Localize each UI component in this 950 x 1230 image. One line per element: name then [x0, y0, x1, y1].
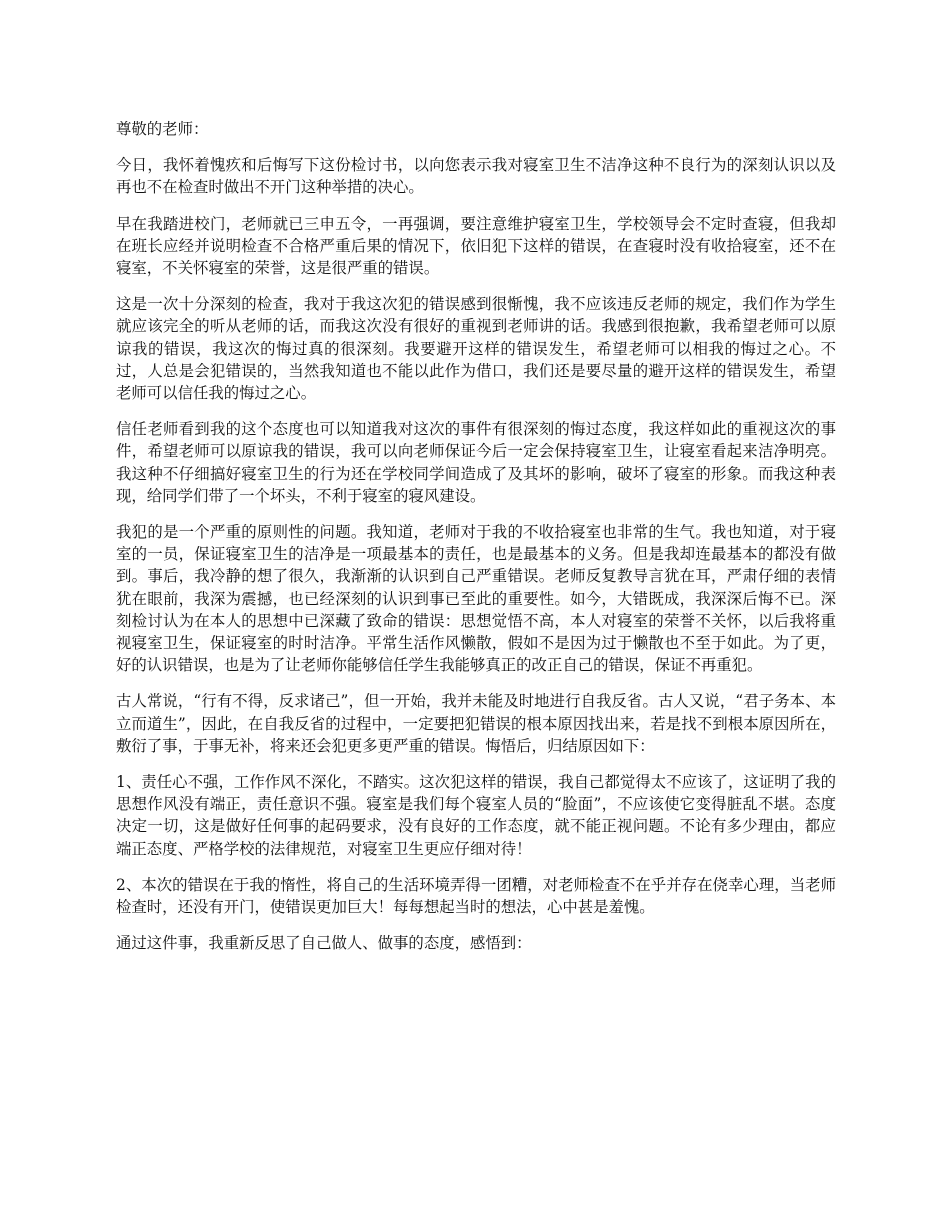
paragraph-4: 信任老师看到我的这个态度也可以知道我对这次的事件有很深刻的悔过态度，我这样如此的重视这次的事件，希望老师可以原谅我的错误，我可以向老师保证今后一定会保持寝室卫生，让寝室看起来洁净明亮。我这种不仔细搞好寝室卫生的行为还在学校同学间造成了及其坏的影响，破坏了寝室的形象。而我这种表现，给同学们带了一个坏头，不利于寝室的寝风建设。 — [116, 420, 836, 505]
paragraph-2: 早在我踏进校门，老师就已三申五令，一再强调，要注意维护寝室卫生，学校领导会不定时查寝，但我却在班长应经并说明检查不合格严重后果的情况下，依旧犯下这样的错误，在查寝时没有收拾寝室，还不在寝室，不关怀寝室的荣誉，这是很严重的错误。 — [116, 214, 836, 278]
paragraph-5: 我犯的是一个严重的原则性的问题。我知道，老师对于我的不收拾寝室也非常的生气。我也知道，对于寝室的一员，保证寝室卫生的洁净是一项最基本的责任，也是最基本的义务。但是我却连最基本的都没有做到。事后，我冷静的想了很久，我渐渐的认识到自己严重错误。老师反复教导言犹在耳，严肃仔细的表情犹在眼前，我深为震撼，也已经深刻的认识到事已至此的重要性。如今，大错既成，我深深后悔不已。深刻检讨认为在本人的思想中已深藏了致命的错误：思想觉悟不高，本人对寝室的荣誉不关怀，以后我将重视寝室卫生，保证寝室的时时洁净。平常生活作风懒散，假如不是因为过于懒散也不至于如此。为了更，好的认识错误，也是为了让老师你能够信任学生我能够真正的改正自己的错误，保证不再重犯。 — [116, 523, 836, 675]
salutation: 尊敬的老师： — [116, 120, 209, 138]
paragraph-3: 这是一次十分深刻的检查，我对于我这次犯的错误感到很惭愧，我不应该违反老师的规定，我们作为学生就应该完全的听从老师的话，而我这次没有很好的重视到老师讲的话。我感到很抱歉，我希望老师可以原谅我的错误，我这次的悔过真的很深刻。我要避开这样的错误发生，希望老师可以相我的悔过之心。不过，人总是会犯错误的，当然我知道也不能以此作为借口，我们还是要尽量的避开这样的错误发生，希望老师可以信任我的悔过之心。 — [116, 295, 836, 403]
paragraph-8: 2、本次的错误在于我的惰性，将自己的生活环境弄得一团糟，对老师检查不在乎并存在侥幸心理，当老师检查时，还没有开门，使错误更加巨大！每每想起当时的想法，心中甚是羞愧。 — [116, 875, 836, 917]
paragraph-1: 今日，我怀着愧疚和后悔写下这份检讨书，以向您表示我对寝室卫生不洁净这种不良行为的深刻认识以及再也不在检查时做出不开门这种举措的决心。 — [116, 156, 836, 197]
paragraph-7: 1、责任心不强，工作作风不深化，不踏实。这次犯这样的错误，我自己都觉得太不应该了，这证明了我的思想作风没有端正，责任意识不强。寝室是我们每个寝室人员的“脸面”，不应该使它变得脏乱不堪。态度决定一切，这是做好任何事的起码要求，没有良好的工作态度，就不能正视问题。不论有多少理由，都应端正态度、严格学校的法律规范，对寝室卫生更应仔细对待！ — [116, 773, 836, 858]
paragraph-9: 通过这件事，我重新反思了自己做人、做事的态度，感悟到： — [116, 934, 532, 953]
document-page — [116, 118, 836, 969]
paragraph-6: 古人常说，“行有不得，反求诸己”，但一开始，我并未能及时地进行自我反省。古人又说，“君子务本、本立而道生”，因此，在自我反省的过程中，一定要把犯错误的根本原因找出来，若是找不到根本原因所在，敷衍了事，于事无补，将来还会犯更多更严重的错误。悔悟后，归结原因如下： — [116, 692, 836, 755]
